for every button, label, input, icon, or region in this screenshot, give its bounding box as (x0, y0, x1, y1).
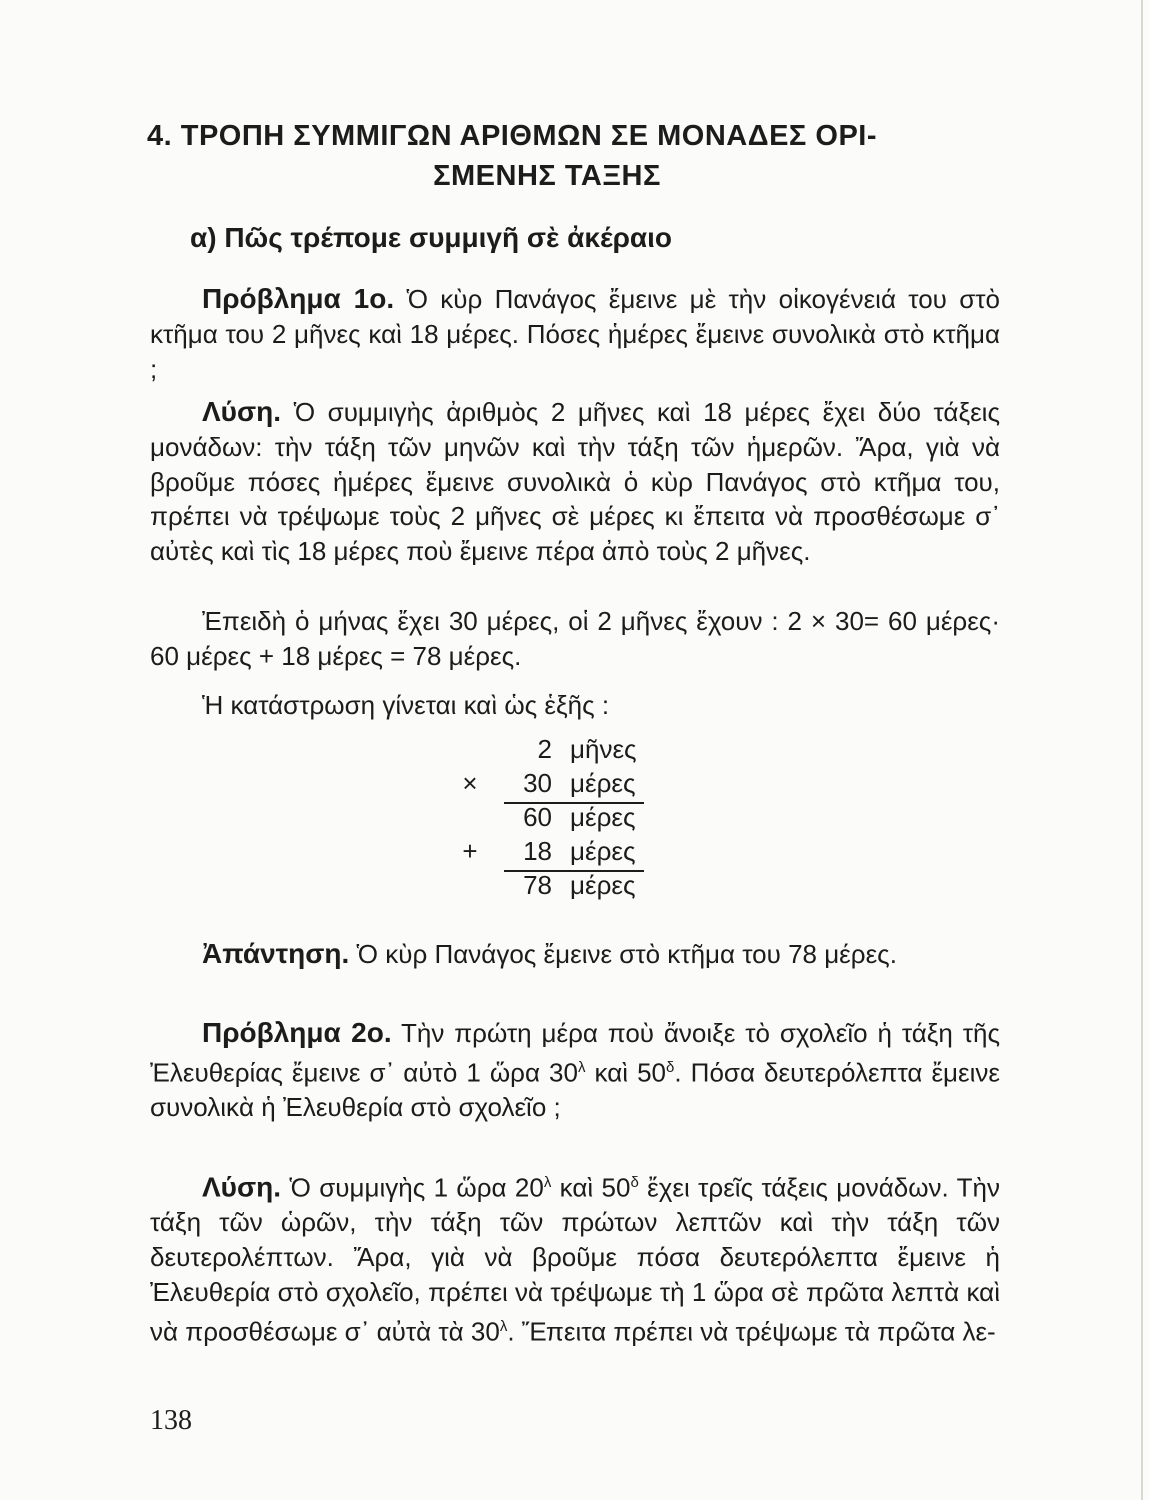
problem-2-text-mid: καὶ 50 (585, 1057, 667, 1088)
answer-1-label: Ἀπάντηση. (202, 938, 350, 969)
problem-2-text: Τὴν πρώτη μέρα ποὺ ἄνοιξε τὸ σχολεῖο ἡ τάξη τῆς Ἐλευθερίας ἔμεινε σ᾽ αὐτὸ 1 ὥρα 30 (150, 1018, 1000, 1088)
problem-1-text: Ὁ κὺρ Πανάγος ἔμεινε μὲ τὴν οἰκογένειά του στὸ κτῆμα του 2 μῆνες καὶ 18 μέρες. Πόσες ἡμέρες ἔμεινε συνολικὰ στὸ κτῆμα ; (150, 284, 1000, 384)
calc-operator: + (462, 836, 478, 866)
calc-unit: μέρες (570, 870, 636, 900)
solution-2 (150, 1166, 1000, 1349)
calc-unit: μέρες (570, 768, 636, 798)
problem-2-text-end: . Πόσα δευτερόλεπτα ἔμεινε συνολικὰ ἡ Ἐλευθερία στὸ σχολεῖο ; (150, 1057, 1000, 1123)
problem-2 (150, 1016, 1000, 1125)
heading-line-2: ΣΜΕΝΗΣ ΤΑΞΗΣ (433, 160, 661, 192)
section-heading (147, 116, 1007, 196)
calc-number: 30 (523, 768, 552, 798)
solution-1 (150, 395, 1000, 569)
heading-line-1: 4. ΤΡΟΠΗ ΣΥΜΜΙΓΩΝ ΑΡΙΘΜΩΝ ΣΕ ΜΟΝΑΔΕΣ ΟΡΙ- (147, 120, 877, 152)
calc-row (440, 766, 700, 800)
solution-2-text-b: ἔχει τρεῖς τάξεις μονάδων. Τὴν τάξη τῶν ὡρῶν, τὴν τάξη τῶν πρώτων λεπτῶν καὶ τὴν τάξη τῶν δευτερολέπτων. Ἄρα, γιὰ νὰ βροῦμε πόσα δευτερόλεπτα ἔμεινε ἡ Ἐλευθερία στὸ σχολεῖο, πρέπει νὰ τρέψωμε τὴ 1 ὥρα σὲ πρῶτα λεπτὰ καὶ νὰ προσθέσωμε σ᾽ αὐτὰ τὰ 30 (150, 1172, 1000, 1347)
calc-number: 2 (537, 734, 552, 764)
solution-2-text: Ὁ συμμιγὴς 1 ὥρα 20 (281, 1172, 544, 1203)
solution-1-text: Ὁ συμμιγὴς ἀριθμὸς 2 μῆνες καὶ 18 μέρες ἔχει δύο τάξεις μονάδων: τὴν τάξη τῶν μηνῶν καὶ τὴν τάξη τῶν ἡμερῶν. Ἄρα, γιὰ νὰ βροῦμε πόσες ἡμέρες ἔμεινε συνολικὰ ὁ κὺρ Πανάγος στὸ κτῆμα του, πρέπει νὰ τρέψωμε τοὺς 2 μῆνες σὲ μέρες κι ἔπειτα νὰ προσθέσωμε σ᾽ αὐτὲς καὶ τὶς 18 μέρες ποὺ ἔμεινε πέρα ἀπὸ τοὺς 2 μῆνες. (150, 397, 1000, 567)
minutes-superscript: λ (577, 1058, 586, 1076)
problem-1 (150, 282, 1000, 386)
calculation-layout (440, 732, 700, 902)
calc-number: 60 (523, 802, 552, 832)
calc-number: 18 (523, 836, 552, 866)
answer-1 (150, 937, 1000, 972)
solution-2-text-mid: καὶ 50 (551, 1172, 631, 1203)
problem-1-label: Πρόβλημα 1ο. (202, 283, 395, 314)
calc-unit: μέρες (570, 802, 636, 832)
subsection-heading: α) Πῶς τρέπομε συμμιγῆ σὲ ἀκέραιο (190, 222, 672, 253)
calc-row (440, 868, 700, 902)
problem-2-label: Πρόβλημα 2ο. (202, 1017, 392, 1048)
solution-1-text-2: Ἐπειδὴ ὁ μήνας ἔχει 30 μέρες, οἱ 2 μῆνες ἔχουν : 2 × 30= 60 μέρες· 60 μέρες + 18 μέρες = 78 μέρες. (150, 606, 1000, 671)
solution-1-layout-intro (150, 688, 1000, 723)
answer-1-text: Ὁ κὺρ Πανάγος ἔμεινε στὸ κτῆμα του 78 μέρες. (349, 939, 897, 969)
solution-1-computation (150, 604, 1000, 674)
minutes-superscript: λ (543, 1174, 552, 1191)
calc-operator: × (462, 768, 478, 798)
solution-2-label: Λύση. (202, 1171, 282, 1203)
minutes-superscript: λ (499, 1317, 508, 1335)
solution-2-text-c: . Ἔπειτα πρέπει νὰ τρέψωμε τὰ πρῶτα λε- (507, 1316, 996, 1347)
calc-number: 78 (523, 870, 552, 900)
solution-1-label: Λύση. (202, 396, 282, 427)
calc-row (440, 834, 700, 868)
calc-row (440, 800, 700, 834)
page-number: 138 (150, 1405, 192, 1436)
calc-unit: μέρες (570, 836, 636, 866)
seconds-superscript: δ (666, 1058, 675, 1076)
solution-1-text-3: Ἡ κατάστρωση γίνεται καὶ ὡς ἑξῆς : (202, 690, 610, 720)
seconds-superscript: δ (630, 1174, 639, 1191)
calc-unit: μῆνες (570, 734, 637, 764)
page-edge (1141, 0, 1143, 1500)
calc-row (440, 732, 700, 766)
